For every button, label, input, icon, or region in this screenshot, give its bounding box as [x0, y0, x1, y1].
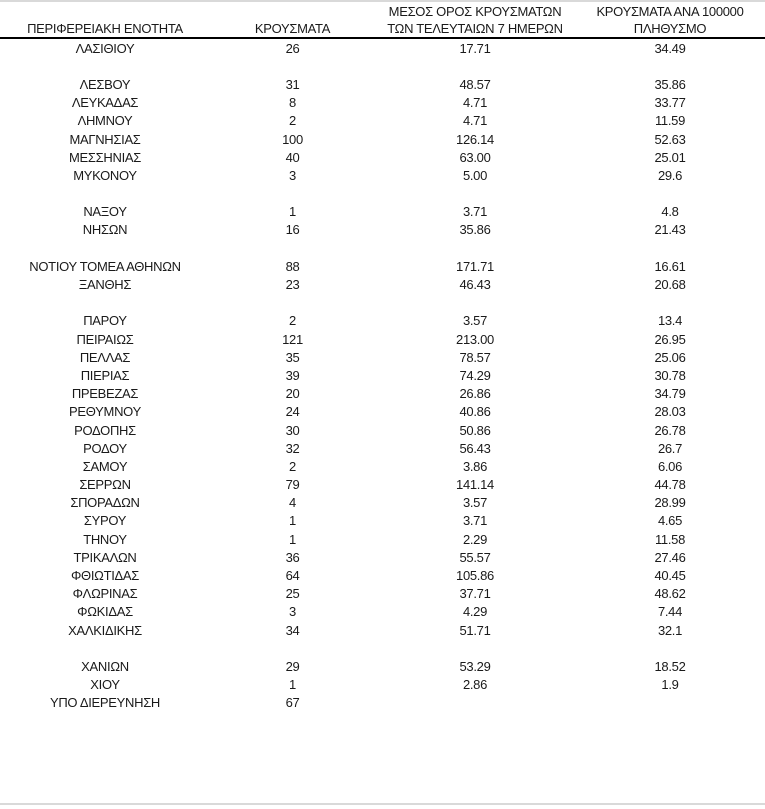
region-cell: ΥΠΟ ΔΙΕΡΕΥΝΗΣΗ — [49, 695, 161, 711]
header-avg-7-days-line1: ΜΕΣΟΣ ΟΡΟΣ ΚΡΟΥΣΜΑΤΩΝ — [388, 4, 562, 19]
table-row — [0, 439, 765, 457]
cases-cell: 88 — [285, 258, 300, 274]
cases-cell: 67 — [285, 695, 300, 711]
table-body — [0, 39, 765, 712]
table-row — [0, 603, 765, 621]
region-cell: ΛΑΣΙΘΙΟΥ — [75, 40, 135, 56]
header-avg-7-days-line2: ΤΩΝ ΤΕΛΕΥΤΑΙΩΝ 7 ΗΜΕΡΩΝ — [387, 21, 563, 36]
avg7-cell: 26.86 — [459, 386, 491, 402]
avg7-cell: 141.14 — [456, 477, 494, 493]
table-row — [0, 694, 765, 712]
header-cases-label: ΚΡΟΥΣΜΑΤΑ — [254, 21, 331, 36]
per100k-cell: 21.43 — [654, 222, 686, 238]
table-row — [0, 330, 765, 348]
table-row — [0, 494, 765, 512]
per100k-cell: 18.52 — [654, 658, 686, 674]
per100k-cell: 33.77 — [654, 95, 686, 111]
table-row — [0, 130, 765, 148]
region-cell: ΦΩΚΙΔΑΣ — [77, 604, 133, 620]
table-row — [0, 657, 765, 675]
avg7-cell: 5.00 — [462, 167, 488, 183]
table-row — [0, 530, 765, 548]
cases-cell: 16 — [285, 222, 300, 238]
per100k-cell: 29.6 — [657, 167, 683, 183]
header-cases-per-100000-line2: ΠΛΗΘΥΣΜΟ — [633, 21, 707, 36]
per100k-cell: 48.62 — [654, 586, 686, 602]
table-row — [0, 166, 765, 184]
cases-cell: 2 — [289, 313, 296, 329]
region-cell: ΧΑΝΙΩΝ — [81, 658, 129, 674]
per100k-cell: 25.01 — [654, 149, 686, 165]
avg7-cell: 2.29 — [462, 531, 488, 547]
header-regional-unit — [0, 3, 210, 37]
cases-cell: 4 — [289, 495, 296, 511]
per100k-cell: 16.61 — [654, 258, 686, 274]
table-row — [0, 403, 765, 421]
table-row — [0, 421, 765, 439]
window-bottom-edge-line — [0, 803, 765, 805]
spacer-row — [0, 239, 765, 257]
avg7-cell: 3.86 — [462, 458, 488, 474]
avg7-cell: 35.86 — [459, 222, 491, 238]
avg7-cell: 17.71 — [459, 40, 491, 56]
region-cell: ΦΛΩΡΙΝΑΣ — [72, 586, 138, 602]
table-row — [0, 148, 765, 166]
table-row — [0, 457, 765, 475]
avg7-cell: 3.57 — [462, 313, 488, 329]
cases-cell: 8 — [289, 95, 296, 111]
cases-cell: 30 — [285, 422, 300, 438]
cases-cell: 35 — [285, 349, 300, 365]
per100k-cell: 26.78 — [654, 422, 686, 438]
avg7-cell: 213.00 — [456, 331, 494, 347]
cases-cell: 34 — [285, 622, 300, 638]
per100k-cell: 13.4 — [657, 313, 683, 329]
per100k-cell: 7.44 — [657, 604, 683, 620]
avg7-cell: 53.29 — [459, 658, 491, 674]
per100k-cell: 25.06 — [654, 349, 686, 365]
cases-cell: 3 — [289, 167, 296, 183]
table-row — [0, 385, 765, 403]
region-cell: ΜΥΚΟΝΟΥ — [73, 167, 137, 183]
avg7-cell: 4.71 — [462, 95, 488, 111]
table-row — [0, 676, 765, 694]
avg7-cell: 37.71 — [459, 586, 491, 602]
cases-cell: 64 — [285, 568, 300, 584]
table-row — [0, 348, 765, 366]
avg7-cell: 171.71 — [456, 258, 494, 274]
region-cell: ΣΑΜΟΥ — [82, 458, 128, 474]
region-cell: ΠΙΕΡΙΑΣ — [80, 367, 130, 383]
per100k-cell: 11.59 — [654, 113, 686, 129]
header-cases-per-100000 — [575, 3, 765, 37]
table-row — [0, 257, 765, 275]
avg7-cell: 50.86 — [459, 422, 491, 438]
per100k-cell: 26.7 — [657, 440, 683, 456]
per100k-cell: 32.1 — [657, 622, 683, 638]
spacer-row — [0, 639, 765, 657]
table-row — [0, 275, 765, 293]
avg7-cell: 4.29 — [462, 604, 488, 620]
cases-cell: 40 — [285, 149, 300, 165]
avg7-cell: 3.57 — [462, 495, 488, 511]
region-cell: ΣΠΟΡΑΔΩΝ — [70, 495, 140, 511]
table-row — [0, 585, 765, 603]
cases-cell: 1 — [289, 531, 296, 547]
region-cell: ΧΑΛΚΙΔΙΚΗΣ — [68, 622, 142, 638]
per100k-cell: 52.63 — [654, 131, 686, 147]
per100k-cell: 28.03 — [654, 404, 686, 420]
avg7-cell: 3.71 — [462, 204, 488, 220]
cases-cell: 36 — [285, 549, 300, 565]
region-cell: ΝΑΞΟΥ — [83, 204, 127, 220]
header-avg-7-days — [375, 3, 575, 37]
avg7-cell: 55.57 — [459, 549, 491, 565]
per100k-cell: 27.46 — [654, 549, 686, 565]
per100k-cell: 4.8 — [661, 204, 679, 220]
region-cell: ΜΕΣΣΗΝΙΑΣ — [69, 149, 141, 165]
cases-cell: 20 — [285, 386, 300, 402]
region-cell: ΠΕΙΡΑΙΩΣ — [76, 331, 134, 347]
region-cell: ΠΡΕΒΕΖΑΣ — [71, 386, 139, 402]
avg7-cell: 51.71 — [459, 622, 491, 638]
cases-cell: 1 — [289, 513, 296, 529]
table-row — [0, 112, 765, 130]
table-row — [0, 39, 765, 57]
region-cell: ΤΗΝΟΥ — [83, 531, 127, 547]
cases-cell: 2 — [289, 113, 296, 129]
avg7-cell: 74.29 — [459, 367, 491, 383]
per100k-cell: 35.86 — [654, 76, 686, 92]
avg7-cell: 3.71 — [462, 513, 488, 529]
per100k-cell: 11.58 — [654, 531, 686, 547]
per100k-cell: 44.78 — [654, 477, 686, 493]
per100k-cell: 34.49 — [654, 40, 686, 56]
avg7-cell: 56.43 — [459, 440, 491, 456]
cases-cell: 25 — [285, 586, 300, 602]
table-row — [0, 476, 765, 494]
table-row — [0, 566, 765, 584]
region-cell: ΛΗΜΝΟΥ — [77, 113, 133, 129]
per100k-cell: 28.99 — [654, 495, 686, 511]
table-row — [0, 94, 765, 112]
region-cell: ΞΑΝΘΗΣ — [78, 277, 132, 293]
header-regional-unit-label: ΠΕΡΙΦΕΡΕΙΑΚΗ ΕΝΟΤΗΤΑ — [27, 21, 183, 36]
cases-cell: 1 — [289, 204, 296, 220]
table-row — [0, 75, 765, 93]
spacer-row — [0, 294, 765, 312]
avg7-cell: 105.86 — [456, 568, 494, 584]
table-row — [0, 221, 765, 239]
cases-cell: 26 — [285, 40, 300, 56]
cases-cell: 3 — [289, 604, 296, 620]
avg7-cell: 4.71 — [462, 113, 488, 129]
region-cell: ΤΡΙΚΑΛΩΝ — [73, 549, 137, 565]
cases-cell: 24 — [285, 404, 300, 420]
cases-cell: 39 — [285, 367, 300, 383]
avg7-cell: 2.86 — [462, 677, 488, 693]
cases-cell: 29 — [285, 658, 300, 674]
avg7-cell: 63.00 — [459, 149, 491, 165]
per100k-cell: 34.79 — [654, 386, 686, 402]
avg7-cell: 78.57 — [459, 349, 491, 365]
cases-cell: 31 — [285, 76, 300, 92]
per100k-cell: 26.95 — [654, 331, 686, 347]
table-row — [0, 203, 765, 221]
region-cell: ΡΟΔΟΠΗΣ — [74, 422, 136, 438]
region-cell: ΡΕΘΥΜΝΟΥ — [69, 404, 141, 420]
region-cell: ΝΟΤΙΟΥ ΤΟΜΕΑ ΑΘΗΝΩΝ — [29, 258, 181, 274]
region-cell: ΣΥΡΟΥ — [83, 513, 127, 529]
avg7-cell: 48.57 — [459, 76, 491, 92]
avg7-cell: 40.86 — [459, 404, 491, 420]
cases-cell: 2 — [289, 458, 296, 474]
per100k-cell: 40.45 — [654, 568, 686, 584]
spacer-row — [0, 185, 765, 203]
header-cases — [210, 3, 375, 37]
per100k-cell: 20.68 — [654, 277, 686, 293]
cases-by-regional-unit-table — [0, 1, 765, 712]
cases-cell: 23 — [285, 277, 300, 293]
avg7-cell: 126.14 — [456, 131, 494, 147]
cases-cell: 79 — [285, 477, 300, 493]
cases-cell: 32 — [285, 440, 300, 456]
table-row — [0, 512, 765, 530]
per100k-cell: 30.78 — [654, 367, 686, 383]
region-cell: ΧΙΟΥ — [90, 677, 120, 693]
cases-cell: 100 — [282, 131, 303, 147]
region-cell: ΜΑΓΝΗΣΙΑΣ — [69, 131, 141, 147]
header-cases-per-100000-line1: ΚΡΟΥΣΜΑΤΑ ΑΝΑ 100000 — [596, 4, 744, 19]
region-cell: ΦΘΙΩΤΙΔΑΣ — [70, 568, 140, 584]
region-cell: ΛΕΣΒΟΥ — [79, 76, 131, 92]
region-cell: ΣΕΡΡΩΝ — [79, 477, 131, 493]
per100k-cell: 6.06 — [657, 458, 683, 474]
region-cell: ΠΑΡΟΥ — [83, 313, 127, 329]
per100k-cell: 4.65 — [657, 513, 683, 529]
table-row — [0, 312, 765, 330]
per100k-cell: 1.9 — [661, 677, 679, 693]
table-row — [0, 621, 765, 639]
table-header-row — [0, 1, 765, 39]
region-cell: ΡΟΔΟΥ — [83, 440, 127, 456]
cases-cell: 1 — [289, 677, 296, 693]
table-row — [0, 548, 765, 566]
avg7-cell: 46.43 — [459, 277, 491, 293]
spacer-row — [0, 57, 765, 75]
region-cell: ΠΕΛΛΑΣ — [79, 349, 131, 365]
region-cell: ΛΕΥΚΑΔΑΣ — [71, 95, 139, 111]
cases-cell: 121 — [282, 331, 303, 347]
table-row — [0, 366, 765, 384]
region-cell: ΝΗΣΩΝ — [82, 222, 128, 238]
